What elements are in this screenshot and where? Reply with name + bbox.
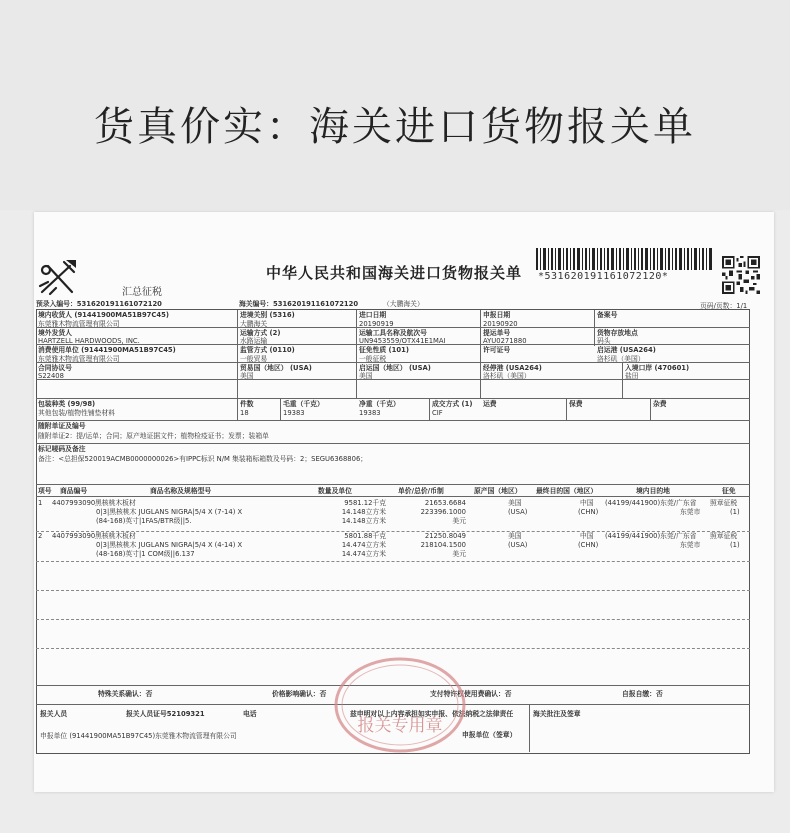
- via-port-label: 经停港 (USA264): [483, 364, 542, 372]
- bl-label: 提运单号: [483, 329, 511, 337]
- net-label: 净重（千克）: [359, 400, 400, 408]
- row-name: 黑核桃木板材: [95, 532, 136, 540]
- entry-place-label: 入境口岸 (470601): [625, 364, 690, 372]
- departure-port-label: 启运港 (USA264): [597, 346, 656, 354]
- phone-label: 电话: [243, 710, 257, 718]
- deal-label: 成交方式 (1): [432, 400, 473, 408]
- origin-country-value: 美国: [359, 372, 373, 380]
- storage-value: 码头: [597, 337, 611, 345]
- row-name: 黑核桃木板材: [95, 499, 136, 507]
- pieces-value: 18: [240, 409, 249, 417]
- transport-value: 水路运输: [240, 337, 268, 345]
- row-levy-code: (1): [730, 508, 740, 516]
- user-value: 东莞雅木物流管理有限公司: [38, 355, 120, 363]
- preentry-number: 预录入编号：531620191161072120: [36, 300, 162, 308]
- goods-header-place: 境内目的地: [636, 487, 670, 495]
- gross-label: 毛重（千克）: [283, 400, 324, 408]
- self-declare-confirm: 自报自缴：否: [622, 690, 663, 698]
- banner: [0, 0, 790, 210]
- origin-country-label: 启运国（地区） (USA): [359, 364, 431, 372]
- vessel-value: UN9453559/OTX41E1MAI: [359, 337, 446, 345]
- row-levy-code: (1): [730, 541, 740, 549]
- insurance-label: 保费: [569, 400, 583, 408]
- row-place-city: 东莞市: [680, 541, 701, 549]
- consignee-label: 境内收货人 (91441900MA51B97C45): [38, 311, 169, 319]
- banner-title: 货真价实：海关进口货物报关单: [94, 104, 696, 150]
- declarant-label: 报关人员: [40, 710, 68, 718]
- row-code: 4407993090: [52, 532, 96, 540]
- row-qty-3: 14.474立方米: [341, 550, 386, 558]
- shipper-value: HARTZELL HARDWOODS, INC.: [38, 337, 140, 345]
- row-qty-1: 9581.12千克: [344, 499, 386, 507]
- contract-value: S22408: [38, 372, 64, 380]
- customs-emblem-icon: [36, 258, 80, 298]
- row-currency: 美元: [452, 517, 466, 525]
- levy-value: 一般征税: [359, 355, 387, 363]
- row-no: 1: [38, 499, 43, 507]
- trade-country-value: 美国: [240, 372, 254, 380]
- row-origin-code: (USA): [508, 541, 528, 549]
- license-label: 许可证号: [483, 346, 511, 354]
- user-label: 消费使用单位 (91441900MA51B97C45): [38, 346, 176, 354]
- special-relation-confirm: 特殊关系确认：否: [98, 690, 153, 698]
- goods-header-code: 商品编号: [60, 487, 88, 495]
- contract-label: 合同协议号: [38, 364, 72, 372]
- departure-port-value: 洛杉矶（美国）: [597, 355, 645, 363]
- goods-header-name: 商品名称及规格型号: [150, 487, 212, 495]
- docs-label: 随附单证及编号: [38, 422, 86, 430]
- company-seal-stamp: [332, 653, 468, 758]
- entry-port-value: 大鹏海关: [240, 320, 268, 328]
- royalty-confirm: 支付特许权使用费确认：否: [430, 690, 512, 698]
- marks-value: 备注：<总担保520019ACMB0000000026>有IPPC标识 N/M 集装箱标箱数及号码：2；SEGU6368806；: [38, 455, 368, 463]
- page-number: 页码/页数：1/1: [700, 302, 748, 310]
- barcode-text: *531620191161072120*: [538, 271, 669, 282]
- supervision-value: 一般贸易: [240, 355, 268, 363]
- row-no: 2: [38, 532, 43, 540]
- misc-label: 杂费: [653, 400, 667, 408]
- gross-value: 19383: [283, 409, 305, 417]
- marks-label: 标记唛码及备注: [38, 445, 86, 453]
- row-qty-3: 14.148立方米: [341, 517, 386, 525]
- row-spec-1: 0|3|黑核桃木 JUGLANS NIGRA|5/4 X (7-14) X: [96, 508, 243, 516]
- row-dest: 中国: [580, 499, 594, 507]
- row-qty-2: 14.148立方米: [341, 508, 386, 516]
- goods-header-levy: 征免: [722, 487, 736, 495]
- declaration-statement: 兹申明对以上内容承担如实申报、依法纳税之法律责任: [350, 710, 514, 718]
- declarant-number: 报关人员证号52109321: [126, 710, 205, 718]
- row-place: (44199/441900)东莞/广东省: [605, 499, 697, 507]
- docs-value: 随附单证2：提/运单；合同；原产地证据文件；植物检疫证书；发票；装箱单: [38, 432, 269, 440]
- via-port-value: 洛杉矶（美国）: [483, 372, 531, 380]
- entry-port-label: 进境关别 (5316): [240, 311, 295, 319]
- freight-label: 运费: [483, 400, 497, 408]
- storage-label: 货物存放地点: [597, 329, 638, 337]
- summary-label: 汇总征税: [122, 287, 162, 298]
- declare-date-label: 申报日期: [483, 311, 511, 319]
- goods-header-price: 单价/总价/币制: [398, 487, 444, 495]
- row-currency: 美元: [452, 550, 466, 558]
- row-total: 223396.1000: [420, 508, 466, 516]
- import-date-label: 进口日期: [359, 311, 387, 319]
- row-qty-1: 5801.88千克: [344, 532, 386, 540]
- barcode-icon: [536, 248, 714, 270]
- goods-header-no: 项号: [38, 487, 52, 495]
- consignee-value: 东莞雅木物流管理有限公司: [38, 320, 120, 328]
- vessel-label: 运输工具名称及航次号: [359, 329, 427, 337]
- transport-label: 运输方式 (2): [240, 329, 281, 337]
- pieces-label: 件数: [240, 400, 254, 408]
- levy-label: 征免性质 (101): [359, 346, 409, 354]
- shipper-label: 境外发货人: [38, 329, 72, 337]
- row-dest: 中国: [580, 532, 594, 540]
- deal-value: CIF: [432, 409, 443, 417]
- row-spec-2: (84-168)英寸|1FAS/BTR级||5.: [96, 517, 192, 525]
- row-qty-2: 14.474立方米: [341, 541, 386, 549]
- form-title: 中华人民共和国海关进口货物报关单: [266, 264, 523, 282]
- row-origin-code: (USA): [508, 508, 528, 516]
- import-date-value: 20190919: [359, 320, 394, 328]
- pack-label: 包装种类 (99/98): [38, 400, 96, 408]
- bl-value: AYU0271880: [483, 337, 527, 345]
- row-levy: 照章征税: [710, 532, 738, 540]
- trade-country-label: 贸易国（地区） (USA): [240, 364, 312, 372]
- row-price: 21250.8049: [424, 532, 466, 540]
- goods-header-qty: 数量及单位: [318, 487, 352, 495]
- declare-unit: 申报单位 (91441900MA51B97C45)东莞雅木物流管理有限公司: [40, 732, 237, 740]
- goods-header-origin: 原产国（地区）: [474, 487, 522, 495]
- qr-code-icon: [722, 256, 760, 294]
- customs-office: （大鹏海关）: [383, 300, 424, 308]
- row-levy: 照章征税: [710, 499, 738, 507]
- price-impact-confirm: 价格影响确认：否: [272, 690, 327, 698]
- row-code: 4407993090: [52, 499, 96, 507]
- row-price: 21653.6684: [424, 499, 466, 507]
- row-spec-2: (48-168)英寸|1 COM级||6.137: [96, 550, 195, 558]
- goods-header-dest: 最终目的国（地区）: [536, 487, 598, 495]
- stamp-text: 报关专用章: [357, 716, 443, 736]
- entry-place-value: 盐田: [625, 372, 639, 380]
- declare-seal-label: 申报单位（签章）: [462, 731, 517, 739]
- net-value: 19383: [359, 409, 381, 417]
- row-total: 218104.1500: [420, 541, 466, 549]
- row-dest-code: (CHN): [578, 541, 599, 549]
- customs-number: 海关编号：531620191161072120: [239, 300, 359, 308]
- row-origin: 美国: [508, 532, 522, 540]
- row-place-city: 东莞市: [680, 508, 701, 516]
- customs-approval-label: 海关批注及签章: [533, 710, 581, 718]
- supervision-label: 监管方式 (0110): [240, 346, 295, 354]
- declare-date-value: 20190920: [483, 320, 518, 328]
- row-spec-1: 0|3|黑核桃木 JUGLANS NIGRA|5/4 X (4-14) X: [96, 541, 243, 549]
- row-origin: 美国: [508, 499, 522, 507]
- row-place: (44199/441900)东莞/广东省: [605, 532, 697, 540]
- pack-value: 其他包装/植物性铺垫材料: [38, 409, 116, 417]
- record-no-label: 备案号: [597, 311, 618, 319]
- row-dest-code: (CHN): [578, 508, 599, 516]
